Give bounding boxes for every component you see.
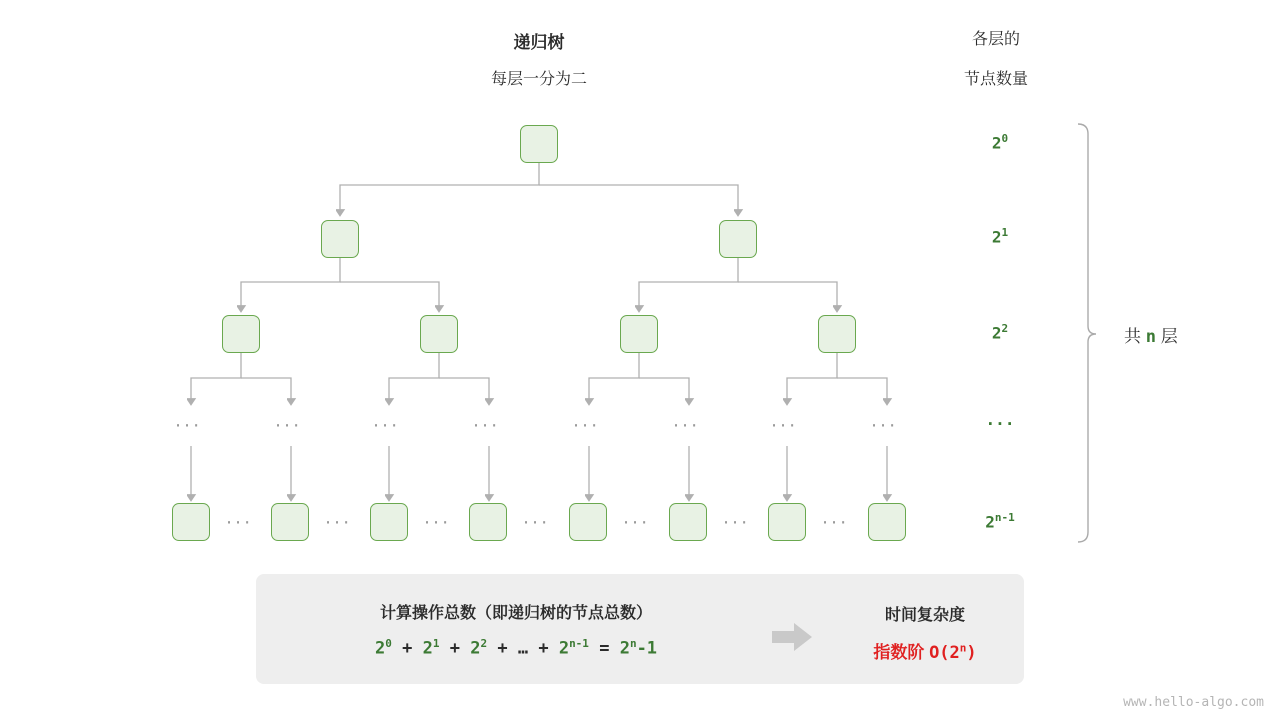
level-count-1: [955, 226, 1045, 246]
page-title: 递归树: [513, 33, 565, 52]
formula-equals: =: [599, 638, 610, 659]
ellipsis-dots: ···: [373, 415, 401, 437]
complexity-expr: O(2: [929, 643, 960, 663]
ellipsis-dots: ···: [473, 415, 501, 437]
formula-term-3: …: [517, 638, 529, 659]
ellipsis-dots: ···: [822, 512, 850, 534]
ellipsis-dots: ···: [226, 512, 254, 534]
ellipsis-dots: ···: [175, 415, 203, 437]
ellipsis-dots: ···: [771, 415, 799, 437]
ellipsis-dots: ···: [523, 512, 551, 534]
tree-node: [569, 503, 607, 541]
formula-term-1: 2: [422, 638, 433, 659]
ellipsis-dots: ···: [573, 415, 601, 437]
summary-formula: [256, 637, 776, 659]
formula-result-exp: n: [629, 637, 637, 650]
formula-plus-4: +: [538, 638, 549, 659]
level-count-last: [955, 511, 1045, 531]
level-count-0-exp: 0: [1001, 132, 1009, 145]
formula-result: 2: [619, 638, 630, 659]
tree-node: [818, 315, 856, 353]
right-header-line1: 各层的: [971, 31, 1020, 48]
formula-exp-0: 0: [385, 637, 392, 650]
level-count-2: [955, 322, 1045, 342]
page-subtitle: 每层一分为二: [490, 71, 587, 88]
formula-result-tail: -1: [636, 638, 658, 659]
tree-node: [172, 503, 210, 541]
tree-node: [620, 315, 658, 353]
tree-node: [669, 503, 707, 541]
formula-plus-3: +: [497, 638, 508, 659]
summary-right-title: 时间复杂度: [884, 607, 965, 624]
tree-node: [271, 503, 309, 541]
level-count-ellipsis: [955, 414, 1045, 433]
tree-node: [868, 503, 906, 541]
ellipsis-dots: ···: [623, 512, 651, 534]
complexity-exp: n: [959, 641, 967, 655]
formula-term-4: 2: [558, 638, 570, 659]
formula-exp-2: 2: [480, 637, 488, 650]
summary-panel: [256, 574, 1024, 684]
formula-term-2: 2: [470, 638, 481, 659]
level-count-2-base: 2: [991, 323, 1002, 343]
tree-node: [222, 315, 260, 353]
ellipsis-dots: ···: [275, 415, 303, 437]
ellipsis-dots: ···: [871, 415, 899, 437]
level-count-last-base: 2: [985, 512, 995, 532]
formula-exp-1: 1: [432, 637, 440, 650]
level-count-0: [955, 132, 1045, 152]
ellipsis-dots: ···: [325, 512, 353, 534]
tree-node: [768, 503, 806, 541]
level-count-0-base: 2: [991, 133, 1002, 153]
summary-right-value: [820, 638, 1030, 663]
arrow-right-icon: [770, 620, 816, 654]
level-count-2-exp: 2: [1001, 322, 1009, 335]
level-count-1-base: 2: [991, 227, 1002, 247]
tree-node: [370, 503, 408, 541]
total-levels-prefix: 共: [1124, 327, 1141, 346]
formula-plus-2: +: [449, 638, 460, 659]
total-levels-label: [1124, 322, 1178, 347]
total-levels-n: n: [1145, 327, 1156, 347]
tree-node: [520, 125, 558, 163]
ellipsis-dots: ···: [673, 415, 701, 437]
formula-term-0: 2: [374, 638, 386, 659]
tree-node: [321, 220, 359, 258]
ellipsis-dots: ···: [424, 512, 452, 534]
level-count-1-exp: 1: [1001, 226, 1009, 239]
complexity-tail: ): [966, 643, 977, 663]
tree-node: [420, 315, 458, 353]
level-count-brace: [1078, 124, 1096, 542]
complexity-label: 指数阶: [873, 643, 925, 662]
right-header-line2: 节点数量: [963, 71, 1028, 88]
total-levels-suffix: 层: [1160, 327, 1178, 346]
formula-exp-4: n-1: [569, 637, 589, 650]
formula-plus-1: +: [402, 638, 413, 659]
level-count-ellipsis-base: ···: [985, 414, 1015, 433]
tree-node: [719, 220, 757, 258]
watermark: www.hello-algo.com: [1123, 695, 1264, 710]
summary-left-title: 计算操作总数（即递归树的节点总数）: [379, 605, 652, 622]
tree-node: [469, 503, 507, 541]
level-count-last-exp: n-1: [994, 511, 1015, 524]
ellipsis-dots: ···: [723, 512, 751, 534]
